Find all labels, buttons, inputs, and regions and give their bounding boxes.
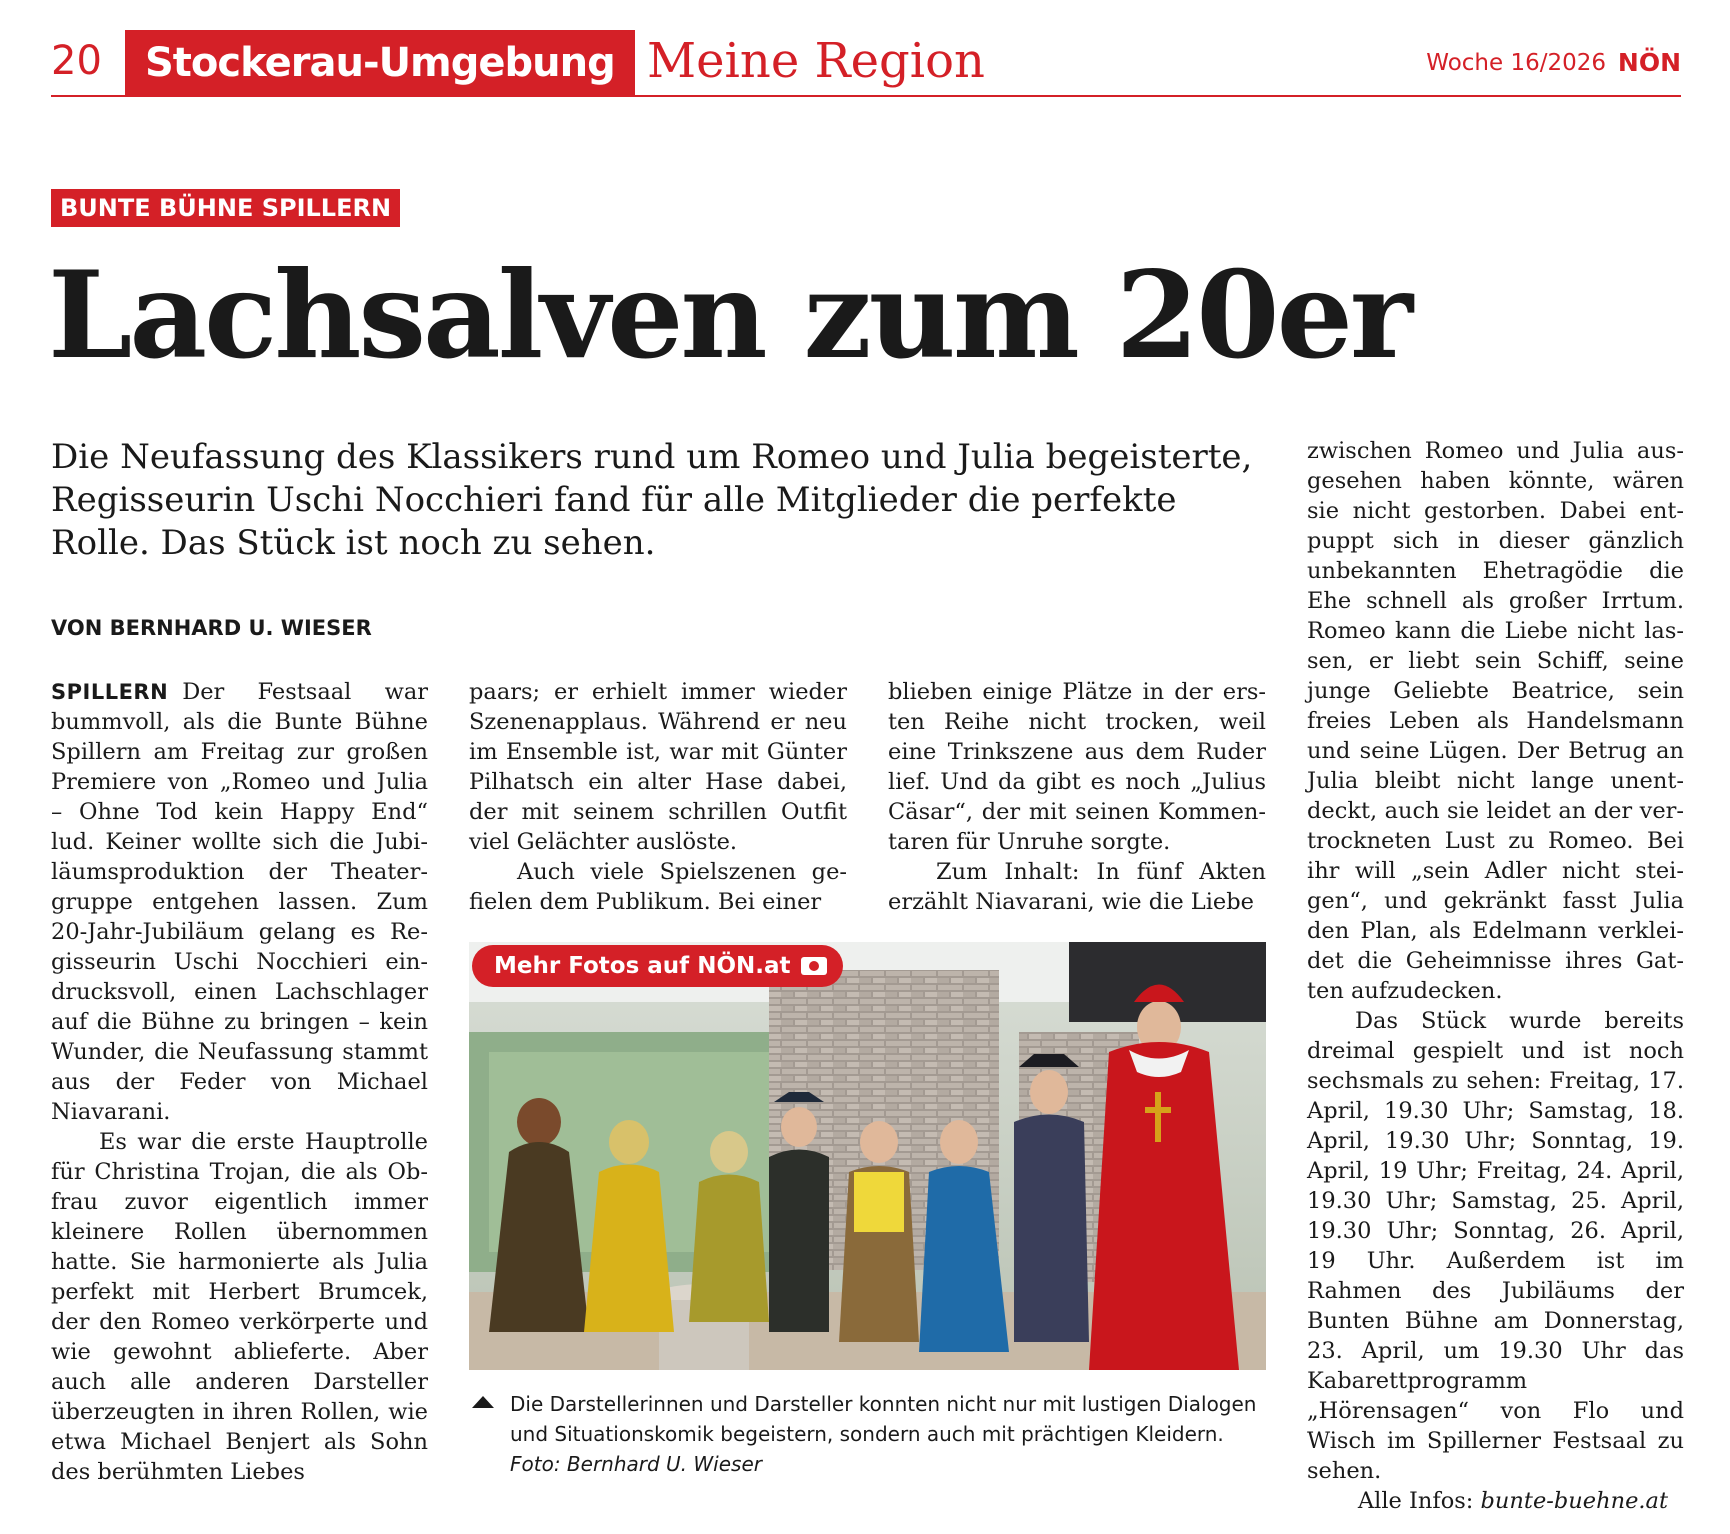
region-label: Meine Region (647, 33, 985, 89)
more-info-label: Alle Infos: (1357, 1488, 1474, 1514)
body-paragraph: Das Stück wurde bereits dreimal gespielt und ist noch sechsmals zu sehen: Freitag, 17. April, 19.30 Uhr; Samstag, 18. April, 19.30 Uhr; Sonntag, 19. April, 19 Uhr; Freitag, 24. April, 19.30 Uhr; Samstag, 25. April, 19.30 Uhr; Sonntag, 26. April, 19 Uhr. Außerdem ist im Rahmen des Jubiläums der Bunten Bühne am Donnerstag, 23. April, um 19.30 Uhr das Kabarettprogramm „Hörensagen“ von Flo und Wisch im Spillerner Festsaal zu sehen. (1307, 1008, 1684, 1484)
stage-photo-illustration (469, 942, 1266, 1370)
paragraph-text: Der Festsaal war bummvoll, als die Bunte Bühne Spillern am Freitag zur großen Premiere von „Romeo und Julia – Ohne Tod kein Happy End“ lud. Keiner wollte sich die Jubiläumsproduktion der Theatergruppe entgehen lassen. Zum 20-Jahr-Jubiläum gelang es Regisseurin Uschi Nocchieri eindrucksvoll, einen Lachschlager auf die Bühne zu bringen – kein Wunder, die Neufassung stammt aus der Feder von Michael Niavarani. (51, 679, 428, 1125)
body-paragraph: Es war die erste Hauptrolle für Christina Trojan, die als Obfrau zuvor eigentlich immer kleinere Rollen übernommen hatte. Sie harmonierte als Julia perfekt mit Herbert Brumcek, der den Romeo verkörperte und wie gewohnt ablieferte. Aber auch alle anderen Darsteller überzeugten in ihren Rollen, wie etwa Michael Benjert als Sohn des berühmten Liebes (51, 1129, 428, 1485)
body-column-4 (1307, 436, 1684, 1516)
caption-text: Die Darstellerinnen und Darsteller konnten nicht nur mit lustigen Dialogen und Situationskomik begeistern, sondern auch mit prächtigen Kleidern. (510, 1392, 1257, 1446)
header-divider (51, 95, 1681, 97)
article-lead: Die Neufassung des Klassikers rund um Romeo und Julia begeisterte, Regisseurin Uschi Nocchieri fand für alle Mitglieder die perfekte Rolle. Das Stück ist noch zu sehen. (51, 437, 1253, 563)
body-paragraph: blieben einige Plätze in der ersten Reihe nicht trocken, weil eine Trinkszene aus dem Ruder lief. Und da gibt es noch „Julius Cäsar“, der mit seinen Kommentaren für Unruhe sorgte. (888, 679, 1266, 855)
body-column-3 (888, 677, 1266, 917)
body-paragraph: Zum Inhalt: In fünf Akten erzählt Niavarani, wie die Liebe (888, 859, 1266, 915)
photo-credit: Foto: Bernhard U. Wieser (510, 1452, 762, 1476)
dateline-place: SPILLERN (51, 680, 169, 704)
page-number: 20 (51, 38, 102, 84)
article-photo (469, 942, 1266, 1370)
caption-arrow-icon (472, 1396, 494, 1408)
publication-logo: NÖN (1617, 48, 1681, 77)
camera-icon (801, 957, 827, 975)
body-column-1 (51, 677, 428, 1487)
body-paragraph: Auch viele Spielszenen gefielen dem Publikum. Bei einer (469, 859, 847, 915)
more-photos-label: Mehr Fotos auf NÖN.at (494, 953, 791, 979)
photo-caption (472, 1389, 1266, 1479)
body-paragraph: zwischen Romeo und Julia ausgesehen haben könnte, wären sie nicht gestorben. Dabei entpuppt sich in dieser gänzlich unbekannten Ehetragödie die Ehe schnell als großer Irrtum. Romeo kann die Liebe nicht lassen, er liebt sein Schiff, seine junge Geliebte Beatrice, sein freies Leben als Handelsmann und seine Lügen. Der Betrug an Julia bleibt nicht lange unentdeckt, auch sie leidet an der vertrockneten Lust zu Romeo. Bei ihr will „sein Adler nicht steigen“, und gekränkt fasst Julia den Plan, als Edelmann verkleidet die Geheimnisse ihres Gatten aufzudecken. (1307, 438, 1684, 1004)
more-info-line (1307, 1486, 1684, 1516)
article-byline: VON BERNHARD U. WIESER (51, 616, 372, 640)
article-headline: Lachsalven zum 20er (48, 245, 1411, 386)
section-label[interactable]: Stockerau-Umgebung (125, 30, 635, 96)
more-info-link[interactable]: bunte-buehne.at (1480, 1488, 1668, 1514)
more-photos-button[interactable] (472, 945, 843, 987)
body-column-2 (469, 677, 847, 917)
article-kicker: BUNTE BÜHNE SPILLERN (51, 189, 400, 227)
issue-week: Woche 16/2026 (1426, 50, 1606, 76)
body-paragraph: paars; er erhielt immer wieder Szenenapplaus. Während er neu im Ensemble ist, war mit Günter Pilhatsch ein alter Hase dabei, der mit seinem schrillen Outfit viel Gelächter auslöste. (469, 679, 847, 855)
body-paragraph (51, 677, 428, 1127)
page-header (51, 30, 1681, 96)
